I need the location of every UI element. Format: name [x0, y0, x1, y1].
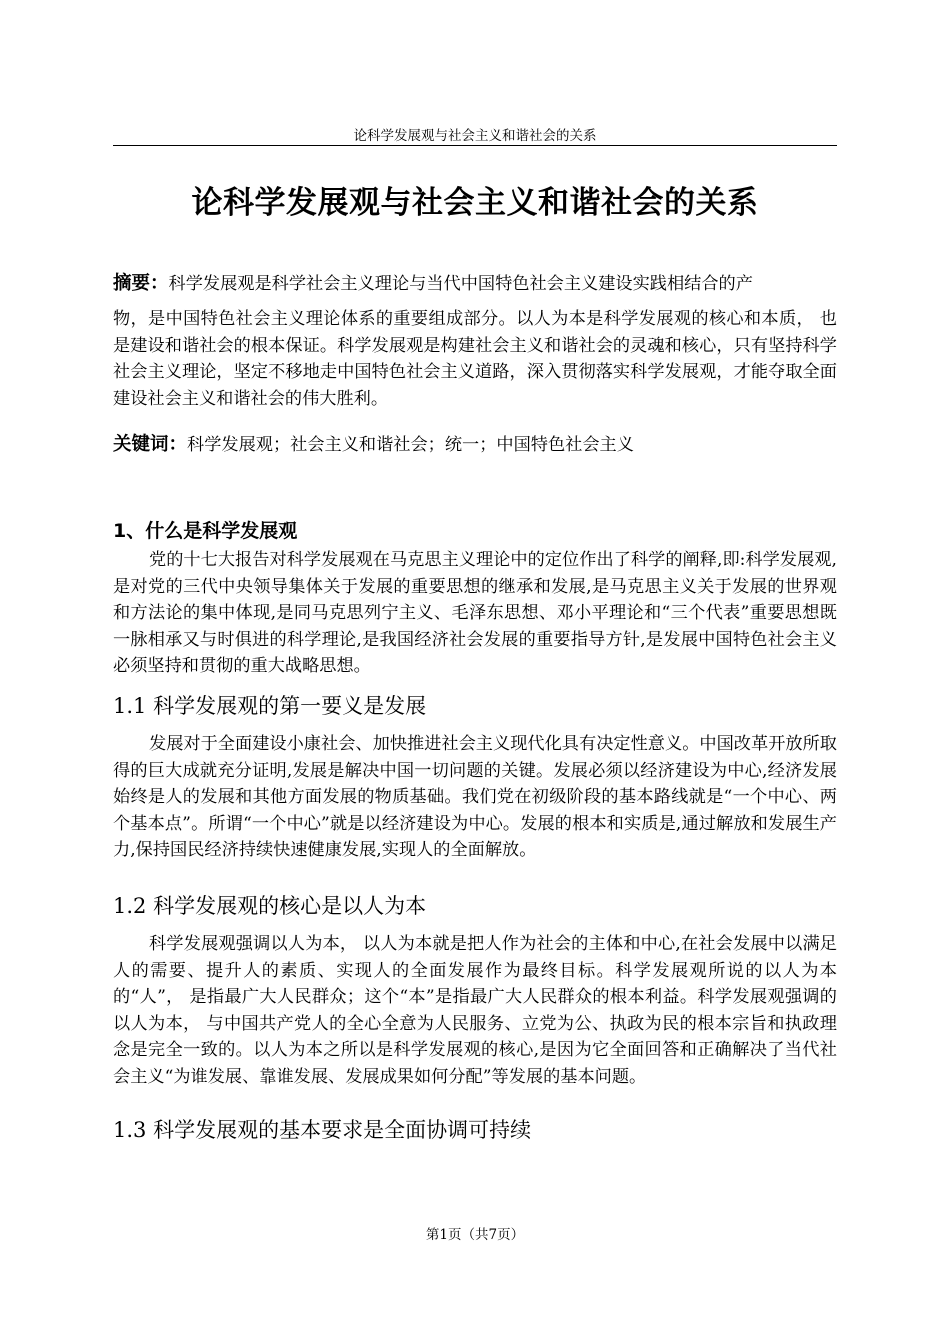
subsection-heading-1-3: 1.3 科学发展观的基本要求是全面协调可持续 [113, 1118, 532, 1142]
header-divider [113, 145, 837, 146]
keywords-label: 关键词： [113, 434, 188, 455]
abstract-label: 摘要： [113, 273, 169, 294]
abstract [113, 270, 837, 412]
section-1-intro: 党的十七大报告对科学发展观在马克思主义理论中的定位作出了科学的阐释,即:科学发展观,是对党的三代中央领导集体关于发展的重要思想的继承和发展,是马克思主义关于发展的世界观和方法论的集中体现,是同马克思列宁主义、毛泽东思想、邓小平理论和“三个代表”重要思想既一脉相承又与时俱进的科学理论,是我国经济社会发展的重要指导方针,是发展中国特色社会主义必须坚持和贯彻的重大战略思想。 [113, 550, 837, 676]
subsection-1-1-text: 发展对于全面建设小康社会、加快推进社会主义现代化具有决定性意义。中国改革开放所取得的巨大成就充分证明,发展是解决中国一切问题的关键。发展必须以经济建设为中心,经济发展始终是人的发展和其他方面发展的物质基础。我们党在初级阶段的基本路线就是“一个中心、两个基本点”。所谓“一个中心”就是以经济建设为中心。发展的根本和实质是,通过解放和发展生产力,保持国民经济持续快速健康发展,实现人的全面解放。 [113, 734, 837, 860]
keywords [113, 431, 837, 459]
subsection-heading-1-1: 1.1 科学发展观的第一要义是发展 [113, 694, 427, 718]
page-number: 第1页（共7页） [425, 1227, 525, 1243]
document-title: 论科学发展观与社会主义和谐社会的关系 [191, 185, 759, 221]
subsection-heading-1-2: 1.2 科学发展观的核心是以人为本 [113, 894, 427, 918]
section-heading-1: 1、什么是科学发展观 [113, 520, 298, 542]
keywords-text: 科学发展观；社会主义和谐社会；统一；中国特色社会主义 [187, 435, 634, 455]
running-header: 论科学发展观与社会主义和谐社会的关系 [353, 128, 597, 144]
abstract-text: 物，是中国特色社会主义理论体系的重要组成部分。以人为本是科学发展观的核心和本质， 也是建设和谐社会的根本保证。科学发展观是构建社会主义和谐社会的灵魂和核心，只有坚持科学社会主义理论，坚定不移地走中国特色社会主义道路，深入贯彻落实科学发展观，才能夺取全面建设社会主义和谐社会的伟大胜利。 [113, 309, 837, 409]
abstract-first-line: 科学发展观是科学社会主义理论与当代中国特色社会主义建设实践相结合的产 [168, 274, 753, 294]
subsection-1-2-text: 科学发展观强调以人为本， 以人为本就是把人作为社会的主体和中心,在社会发展中以满足人的需要、提升人的素质、实现人的全面发展作为最终目标。科学发展观所说的以人为本的“人”， 是指最广大人民群众；这个“本”是指最广大人民群众的根本利益。科学发展观强调的以人为本， 与中国共产党人的全心全意为人民服务、立党为公、执政为民的根本宗旨和执政理念是完全一致的。以人为本之所以是科学发展观的核心,是因为它全面回答和正确解决了当代社会主义“为谁发展、靠谁发展、发展成果如何分配”等发展的基本问题。 [113, 934, 837, 1087]
